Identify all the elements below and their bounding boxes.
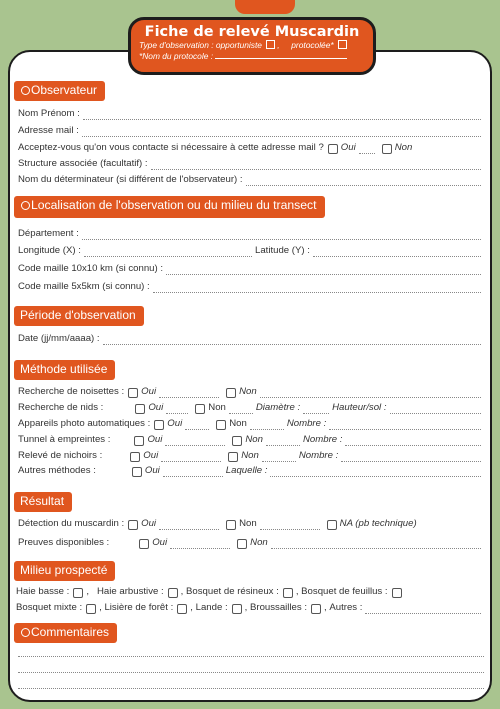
- shrub-hedge-checkbox[interactable]: [168, 588, 178, 598]
- section-method: [14, 360, 115, 380]
- contact-spacer: [359, 143, 375, 154]
- proof-gap: [112, 538, 132, 549]
- section-result-title: Résultat: [20, 494, 65, 508]
- boxes-oui-label: Oui: [143, 450, 159, 461]
- proof-field[interactable]: [271, 538, 481, 549]
- section-observer-title: Observateur: [31, 83, 98, 97]
- tunnel-row: [18, 432, 484, 446]
- habitat-row-2: Bosquet mixte : , Lisière de forêt : , Lande : , Broussailles : , Autres :: [16, 600, 484, 614]
- boxes-spacer-2: [262, 451, 296, 462]
- protocol-name-field[interactable]: [215, 58, 347, 59]
- structure-row: [18, 156, 484, 170]
- boxes-row: [18, 448, 484, 462]
- form-title: Fiche de relevé Muscardin: [144, 24, 360, 40]
- other-gap: [99, 466, 125, 477]
- heath-label: Lande :: [195, 602, 228, 613]
- boxes-number-field[interactable]: [341, 451, 481, 462]
- department-label: Département :: [18, 228, 79, 239]
- detection-non-label: Non: [239, 518, 257, 529]
- latitude-label: Latitude (Y) :: [255, 245, 310, 256]
- section-method-title: Méthode utilisée: [20, 362, 108, 376]
- latitude-field[interactable]: [313, 246, 481, 257]
- tunnel-number-field[interactable]: [345, 435, 481, 446]
- observer-name-row: [18, 106, 484, 120]
- grid10-label: Code maille 10x10 km (si connu) :: [18, 263, 164, 274]
- section-habitat: [14, 561, 115, 581]
- proof-oui-checkbox[interactable]: [139, 539, 149, 549]
- obs-type-label: Type d'observation : opportuniste: [139, 40, 262, 50]
- contact-non-label: Non: [394, 142, 413, 153]
- which-field[interactable]: [270, 466, 481, 477]
- proof-non-checkbox[interactable]: [237, 539, 247, 549]
- deciduous-checkbox[interactable]: [392, 588, 402, 598]
- determiner-row: [18, 172, 484, 186]
- section-habitat-title: Milieu prospecté: [20, 563, 108, 577]
- conifer-checkbox[interactable]: [283, 588, 293, 598]
- detection-spacer: [159, 519, 219, 530]
- section-period-title: Période d'observation: [20, 308, 136, 322]
- structure-field[interactable]: [151, 159, 481, 170]
- mixed-checkbox[interactable]: [86, 604, 96, 614]
- cameras-number-label: Nombre :: [286, 418, 327, 429]
- contact-non-checkbox[interactable]: [382, 144, 392, 154]
- top-tab-decoration: [235, 0, 295, 14]
- heath-checkbox[interactable]: [232, 604, 242, 614]
- observer-email-row: [18, 123, 484, 137]
- grid10-row: [18, 261, 484, 275]
- cameras-non-checkbox[interactable]: [216, 420, 226, 430]
- diameter-field[interactable]: [303, 403, 329, 414]
- forest-edge-checkbox[interactable]: [177, 604, 187, 614]
- other-methods-label: Autres méthodes :: [18, 465, 96, 476]
- section-period: [14, 306, 144, 326]
- nests-non-label: Non: [208, 402, 226, 413]
- detection-spacer-2: [260, 519, 320, 530]
- low-hedge-label: Haie basse :: [16, 586, 70, 597]
- nests-spacer-2: [229, 403, 253, 414]
- nuts-non-checkbox[interactable]: [226, 388, 236, 398]
- tunnel-label: Tunnel à empreintes :: [18, 434, 111, 445]
- observer-email-field[interactable]: [82, 126, 481, 137]
- nests-label: Recherche de nids :: [18, 402, 104, 413]
- observation-type-line: Type d'observation : opportuniste , protocolée*: [131, 40, 373, 51]
- mixed-label: Bosquet mixte :: [16, 602, 83, 613]
- detection-na-checkbox[interactable]: [327, 520, 337, 530]
- contact-consent-label: Acceptez-vous qu'on vous contacte si nécessaire à cette adresse mail ?: [18, 142, 324, 153]
- boxes-gap: [105, 451, 123, 462]
- tunnel-number-label: Nombre :: [302, 434, 343, 445]
- boxes-oui-checkbox[interactable]: [130, 452, 140, 462]
- height-field[interactable]: [390, 403, 481, 414]
- nuts-label: Recherche de noisettes :: [18, 386, 125, 397]
- nests-gap: [106, 403, 128, 414]
- nuts-field[interactable]: [260, 387, 481, 398]
- cameras-oui-checkbox[interactable]: [154, 420, 164, 430]
- forest-edge-label: Lisière de forêt :: [104, 602, 174, 613]
- contact-oui-label: Oui: [340, 142, 356, 153]
- contact-consent-row: [18, 140, 484, 154]
- grid10-field[interactable]: [166, 264, 481, 275]
- diameter-label: Diamètre :: [255, 402, 301, 413]
- determiner-label: Nom du déterminateur (si différent de l'observateur) :: [18, 174, 243, 185]
- detection-label: Détection du muscardin :: [18, 518, 125, 529]
- grid5-row: [18, 279, 484, 293]
- nests-row: [18, 400, 484, 414]
- protocol-checkbox[interactable]: [338, 40, 347, 49]
- nuts-oui-label: Oui: [141, 386, 157, 397]
- section-observer: [14, 81, 105, 101]
- boxes-non-checkbox[interactable]: [228, 452, 238, 462]
- tunnel-oui-label: Oui: [147, 434, 163, 445]
- cameras-number-field[interactable]: [329, 419, 481, 430]
- observer-name-label: Nom Prénom :: [18, 108, 80, 119]
- comment-line-3[interactable]: [18, 688, 484, 689]
- nuts-oui-checkbox[interactable]: [128, 388, 138, 398]
- proof-label: Preuves disponibles :: [18, 537, 110, 548]
- section-result: [14, 492, 72, 512]
- cameras-label: Appareils photo automatiques :: [18, 418, 151, 429]
- proof-row: [18, 535, 484, 549]
- longitude-field[interactable]: [84, 246, 252, 257]
- observer-name-field[interactable]: [83, 109, 481, 120]
- scrub-label: Broussailles :: [249, 602, 308, 613]
- detection-oui-checkbox[interactable]: [128, 520, 138, 530]
- conifer-label: Bosquet de résineux :: [186, 586, 279, 597]
- proof-oui-label: Oui: [152, 537, 168, 548]
- tunnel-spacer-2: [266, 435, 300, 446]
- shrub-hedge-label: Haie arbustive :: [97, 586, 164, 597]
- coordinates-row: [18, 243, 484, 257]
- date-label: Date (jj/mm/aaaa) :: [18, 333, 100, 344]
- which-label: Laquelle :: [225, 465, 268, 476]
- others-field[interactable]: [365, 603, 481, 614]
- tunnel-gap: [113, 435, 127, 446]
- nests-spacer: [166, 403, 188, 414]
- height-label: Hauteur/sol :: [332, 402, 387, 413]
- department-field[interactable]: [82, 229, 481, 240]
- cameras-spacer-2: [250, 419, 284, 430]
- cameras-non-label: Non: [229, 418, 247, 429]
- other-spacer: [163, 466, 223, 477]
- other-oui-label: Oui: [144, 465, 160, 476]
- other-methods-row: [18, 463, 484, 477]
- protocol-name-line: [131, 51, 373, 62]
- protocol-name-label: *Nom du protocole :: [139, 51, 214, 61]
- grid5-label: Code maille 5x5km (si connu) :: [18, 281, 150, 292]
- nests-oui-checkbox[interactable]: [135, 404, 145, 414]
- cameras-oui-label: Oui: [167, 418, 183, 429]
- nests-non-checkbox[interactable]: [195, 404, 205, 414]
- section-location-title: Localisation de l'observation ou du milieu du transect: [31, 198, 317, 212]
- section-location: [14, 196, 325, 218]
- comment-line-2[interactable]: [18, 672, 484, 673]
- location-pin-icon: [21, 201, 30, 210]
- low-hedge-checkbox[interactable]: [73, 588, 83, 598]
- detection-row: [18, 516, 484, 530]
- opportunistic-checkbox[interactable]: [266, 40, 275, 49]
- section-comments-title: Commentaires: [31, 625, 110, 639]
- department-row: [18, 226, 484, 240]
- contact-oui-checkbox[interactable]: [328, 144, 338, 154]
- detection-non-checkbox[interactable]: [226, 520, 236, 530]
- cameras-row: [18, 416, 484, 430]
- boxes-label: Relevé de nichoirs :: [18, 450, 103, 461]
- nests-oui-label: Oui: [148, 402, 164, 413]
- search-icon: [21, 86, 30, 95]
- scrub-checkbox[interactable]: [311, 604, 321, 614]
- proof-spacer: [170, 538, 230, 549]
- date-field[interactable]: [103, 334, 481, 345]
- cameras-spacer: [185, 419, 209, 430]
- structure-label: Structure associée (facultatif) :: [18, 158, 148, 169]
- tunnel-non-checkbox[interactable]: [232, 436, 242, 446]
- protocol-label: protocolée*: [291, 40, 334, 50]
- date-row: [18, 331, 484, 345]
- tunnel-non-label: Non: [245, 434, 263, 445]
- tunnel-spacer: [165, 435, 225, 446]
- determiner-field[interactable]: [246, 175, 481, 186]
- boxes-spacer: [161, 451, 221, 462]
- comment-icon: [21, 628, 30, 637]
- detection-na-label: NA (pb technique): [339, 518, 417, 529]
- tunnel-oui-checkbox[interactable]: [134, 436, 144, 446]
- comment-line-1[interactable]: [18, 656, 484, 657]
- grid5-field[interactable]: [153, 282, 481, 293]
- detection-oui-label: Oui: [141, 518, 157, 529]
- proof-non-label: Non: [250, 537, 268, 548]
- deciduous-label: Bosquet de feuillus :: [301, 586, 388, 597]
- section-comments: [14, 623, 117, 643]
- nuts-non-label: Non: [239, 386, 257, 397]
- boxes-non-label: Non: [241, 450, 259, 461]
- habitat-row-1: Haie basse : , Haie arbustive : , Bosquet de résineux : , Bosquet de feuillus :: [16, 584, 484, 598]
- nuts-spacer: [159, 387, 219, 398]
- form-header: [128, 17, 376, 75]
- nuts-row: [18, 384, 484, 398]
- longitude-label: Longitude (X) :: [18, 245, 81, 256]
- others-label: Autres :: [329, 602, 363, 613]
- boxes-number-label: Nombre :: [298, 450, 339, 461]
- observer-email-label: Adresse mail :: [18, 125, 79, 136]
- other-oui-checkbox[interactable]: [132, 467, 142, 477]
